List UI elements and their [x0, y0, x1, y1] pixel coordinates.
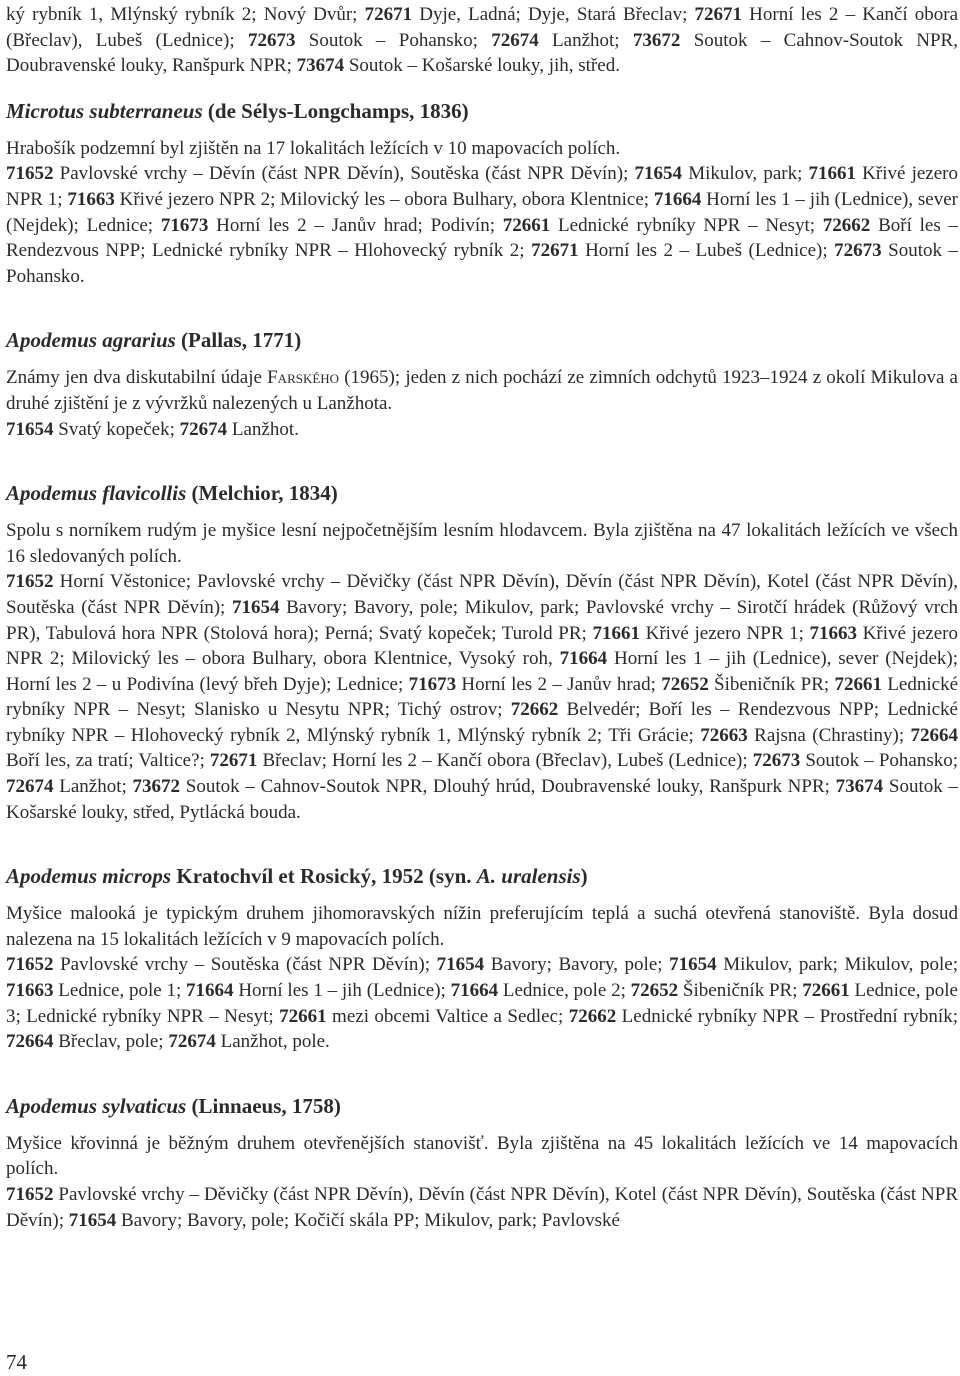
species-localities: 71652 Horní Věstonice; Pavlovské vrchy – Děvičky (část NPR Děvín), Děvín (část NPR Děvín), Kotel (část NPR Děvín), Soutěska (část NPR Děvín); 71654 Bavory; Bavory, pole; Mikulov, park; Pavlovské vrchy – Sirotčí hrádek (Růžový vrch PR), Tabulová hora NPR (Stolová hora); Perná; Svatý kopeček; Turold PR; 71661 Křivé jezero NPR 1; 71663 Křivé jezero NPR 2; Milovický les – obora Bulhary, obora Klentnice, Vysoký roh, 71664 Horní les 1 – jih (Lednice), sever (Nejdek); Horní les 2 – u Podivína (levý břeh Dyje); Lednice; 71673 Horní les 2 – Janův hrad; 72652 Šibeničník PR; 72661 Lednické rybníky NPR – Nesyt; Slanisko u Nesytu NPR; Tichý ostrov; 72662 Belvedér; Boří les – Rendezvous NPP; Lednické rybníky NPR – Hlohovecký rybník 2, Mlýnský rybník 1, Mlýnský rybník 2; Tři Grácie; 72663 Rajsna (Chrastiny); 72664 Boří les, za tratí; Valtice?; 72671 Břeclav; Horní les 2 – Kančí obora (Břeclav), Lubeš (Lednice); 72673 Soutok – Pohansko; 72674 Lanžhot; 73672 Soutok – Cahnov-Soutok NPR, Dlouhý hrúd, Doubravenské louky, Ranšpurk NPR; 73674 Soutok – Košarské louky, střed, Pytlácká bouda.: [6, 571, 959, 823]
species-intro: [6, 365, 958, 416]
species-section-apodemus-sylvaticus: [6, 1091, 958, 1233]
intro-text-after: (1965); jeden z nich pochází ze zimních odchytů 1923–1924 z okolí Mikulova a druhé zjištění je z vývržků nalezených u Lanžhota.: [6, 367, 958, 414]
species-intro: Myšice malooká je typickým druhem jihomoravských nížin preferujícím teplá a suchá otevřená stanoviště. Byla dosud nalezena na 15 lokalitách ležících v 9 mapovacích polích.: [6, 903, 958, 950]
synonym-close: ): [580, 864, 588, 889]
species-authority: (Melchior, 1834): [191, 481, 338, 506]
page-body: [6, 2, 958, 1233]
species-name: Apodemus agrarius: [6, 328, 176, 353]
species-localities: 71652 Pavlovské vrchy – Děvín (část NPR Děvín), Soutěska (část NPR Děvín); 71654 Mikulov, park; 71661 Křivé jezero NPR 1; 71663 Křivé jezero NPR 2; Milovický les – obora Bulhary, obora Klentnice; 71664 Horní les 1 – jih (Lednice), sever (Nejdek); Lednice; 71673 Horní les 2 – Janův hrad; Podivín; 72661 Lednické rybníky NPR – Nesyt; 72662 Boří les – Rendezvous NPP; Lednické rybníky NPR – Hlohovecký rybník 2; 72671 Horní les 2 – Lubeš (Lednice); 72673 Soutok – Pohansko.: [6, 163, 959, 287]
species-name: Apodemus microps: [6, 864, 172, 889]
species-heading: [6, 96, 958, 126]
species-heading: [6, 1091, 958, 1121]
continued-locality-paragraph: ký rybník 1, Mlýnský rybník 2; Nový Dvůr; 72671 Dyje, Ladná; Dyje, Stará Břeclav; 72671 Horní les 2 – Kančí obora (Břeclav), Lubeš (Lednice); 72673 Soutok – Pohansko; 72674 Lanžhot; 73672 Soutok – Cahnov-Soutok NPR, Doubravenské louky, Ranšpurk NPR; 73674 Soutok – Košarské louky, jih, střed.: [6, 4, 959, 77]
species-localities: 71654 Svatý kopeček; 72674 Lanžhot.: [6, 418, 299, 440]
species-localities: 71652 Pavlovské vrchy – Soutěska (část NPR Děvín); 71654 Bavory; Bavory, pole; 71654 Mikulov, park; Mikulov, pole; 71663 Lednice, pole 1; 71664 Horní les 1 – jih (Lednice); 71664 Lednice, pole 2; 72652 Šibeničník PR; 72661 Lednice, pole 3; Lednické rybníky NPR – Nesyt; 72661 mezi obcemi Valtice a Sedlec; 72662 Lednické rybníky NPR – Prostřední rybník; 72664 Břeclav, pole; 72674 Lanžhot, pole.: [6, 954, 959, 1053]
species-authority: (de Sélys-Longchamps, 1836): [207, 98, 469, 123]
species-authority: (Linnaeus, 1758): [191, 1093, 341, 1118]
species-intro: Myšice křovinná je běžným druhem otevřenějších stanovišť. Byla zjištěna na 45 lokalitách ležících ve 14 mapovacích polích.: [6, 1132, 958, 1180]
species-intro: Hrabošík podzemní byl zjištěn na 17 lokalitách ležících v 10 mapovacích polích.: [6, 137, 621, 159]
species-section-apodemus-agrarius: [6, 325, 958, 442]
species-heading: [6, 478, 958, 508]
species-authority: Kratochvíl et Rosický, 1952 (syn.: [176, 864, 472, 889]
species-section-apodemus-microps: [6, 861, 958, 1055]
species-heading: [6, 861, 958, 891]
species-section-microtus-subterraneus: [6, 96, 958, 290]
species-name: Microtus subterraneus: [6, 98, 203, 123]
species-name: Apodemus sylvaticus: [6, 1093, 187, 1118]
species-name: Apodemus flavicollis: [6, 481, 187, 506]
species-localities: 71652 Pavlovské vrchy – Děvičky (část NPR Děvín), Děvín (část NPR Děvín), Kotel (část NPR Děvín), Soutěska (část NPR Děvín); 71654 Bavory; Bavory, pole; Kočičí skála PP; Mikulov, park; Pavlovské: [6, 1184, 958, 1231]
species-authority: (Pallas, 1771): [181, 328, 302, 353]
intro-text-before: Známy jen dva diskutabilní údaje: [6, 367, 262, 389]
page-number: 74: [6, 1350, 27, 1374]
cited-author: Farského: [267, 367, 340, 389]
species-heading: [6, 325, 958, 355]
species-intro: Spolu s norníkem rudým je myšice lesní nejpočetnějším lesním hlodavcem. Byla zjištěna na 47 lokalitách ležících ve všech 16 sledovaných polích.: [6, 520, 958, 567]
synonym-name: A. uralensis: [476, 864, 581, 889]
species-section-apodemus-flavicollis: [6, 478, 958, 825]
